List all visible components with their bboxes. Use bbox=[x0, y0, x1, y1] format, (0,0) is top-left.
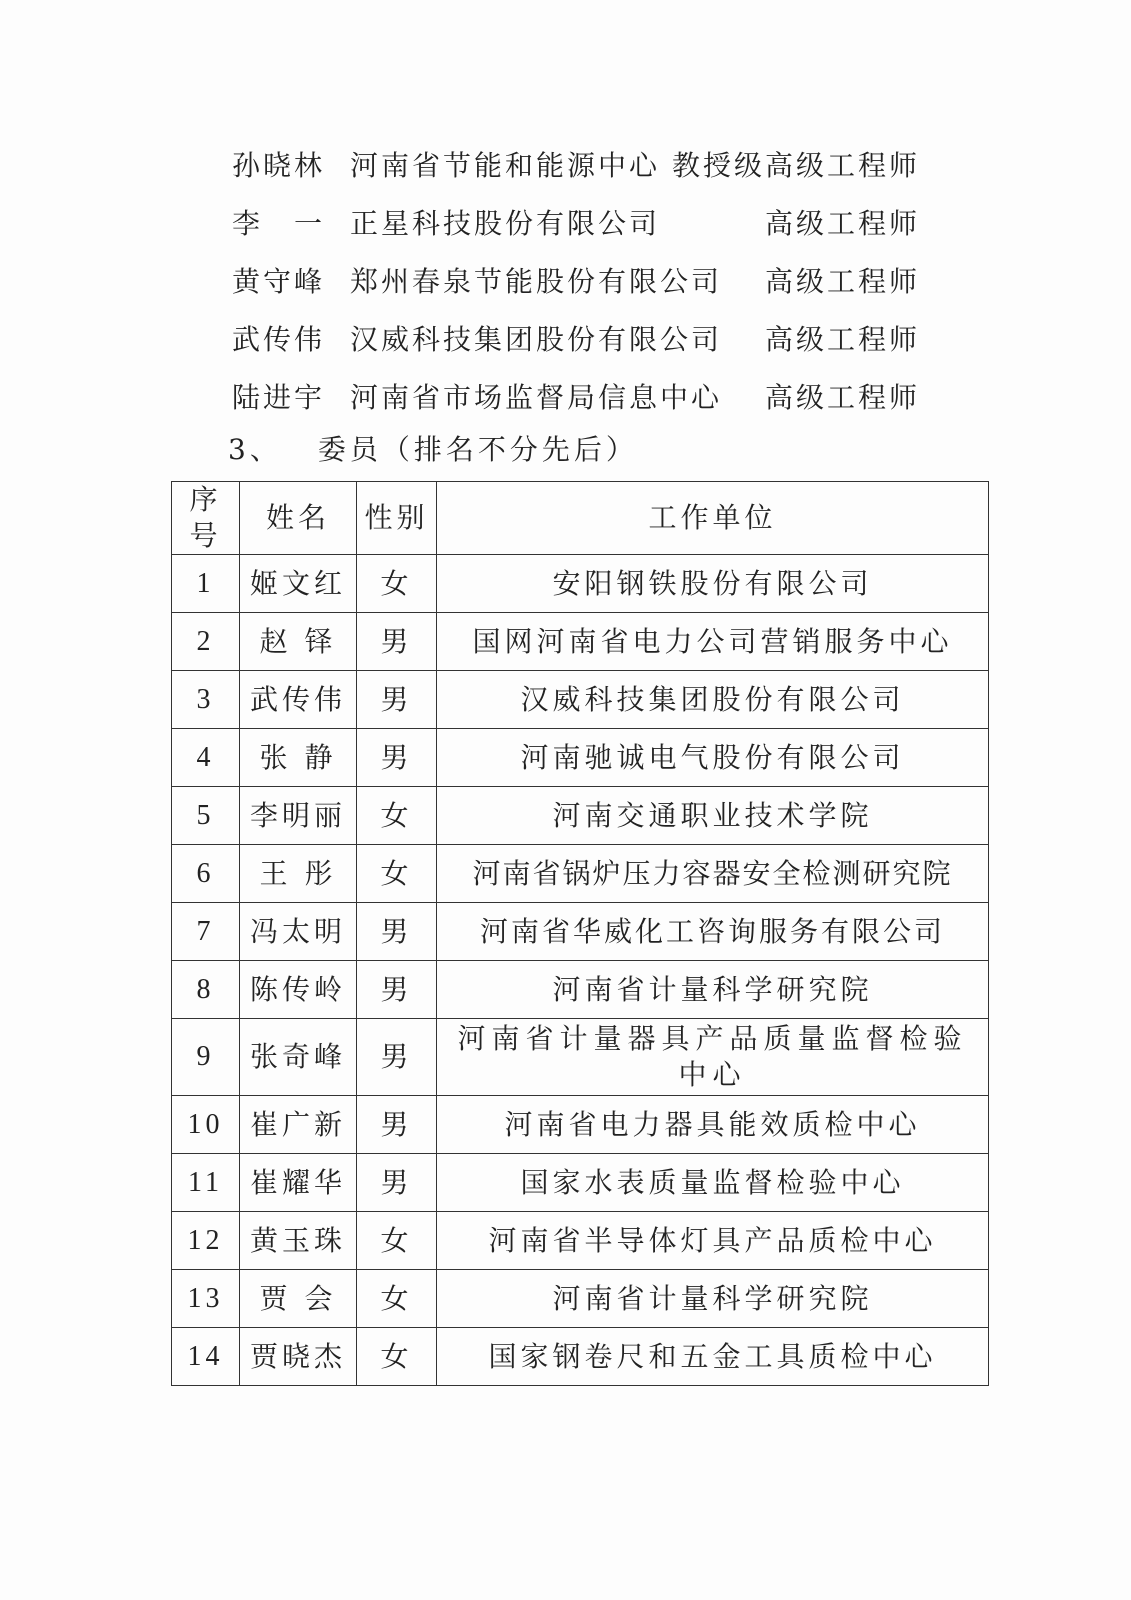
cell-gender: 女 bbox=[357, 845, 437, 903]
cell-name: 赵 铎 bbox=[240, 613, 357, 671]
cell-no: 7 bbox=[172, 903, 240, 961]
cell-gender: 女 bbox=[357, 555, 437, 613]
cell-gender: 男 bbox=[357, 1019, 437, 1096]
vice-director-row bbox=[232, 252, 932, 310]
cell-gender: 女 bbox=[357, 1212, 437, 1270]
person-organization: 郑州春泉节能股份有限公司 bbox=[350, 265, 723, 298]
person-name: 李 一 bbox=[232, 207, 326, 240]
cell-name: 陈传岭 bbox=[240, 961, 357, 1019]
cell-no: 9 bbox=[172, 1019, 240, 1096]
cell-org: 河南省电力器具能效质检中心 bbox=[437, 1096, 989, 1154]
cell-no: 1 bbox=[172, 555, 240, 613]
person-title: 高级工程师 bbox=[764, 265, 920, 298]
table-row bbox=[172, 1154, 989, 1212]
table-row bbox=[172, 1212, 989, 1270]
cell-org: 河南省计量科学研究院 bbox=[437, 1270, 989, 1328]
table-row bbox=[172, 613, 989, 671]
cell-name: 冯太明 bbox=[240, 903, 357, 961]
section-number: 3、 bbox=[228, 433, 282, 466]
cell-org: 河南驰诚电气股份有限公司 bbox=[437, 729, 989, 787]
cell-org: 河南省锅炉压力容器安全检测研究院 bbox=[437, 845, 989, 903]
person-title: 高级工程师 bbox=[764, 207, 920, 240]
cell-org: 河南省半导体灯具产品质检中心 bbox=[437, 1212, 989, 1270]
cell-no: 14 bbox=[172, 1328, 240, 1386]
cell-name: 王 彤 bbox=[240, 845, 357, 903]
cell-name: 崔广新 bbox=[240, 1096, 357, 1154]
cell-org: 河南省计量科学研究院 bbox=[437, 961, 989, 1019]
cell-org: 国家钢卷尺和五金工具质检中心 bbox=[437, 1328, 989, 1386]
cell-name: 张 静 bbox=[240, 729, 357, 787]
person-title: 教授级高级工程师 bbox=[671, 149, 920, 182]
cell-org: 汉威科技集团股份有限公司 bbox=[437, 671, 989, 729]
table-row bbox=[172, 729, 989, 787]
cell-gender: 男 bbox=[357, 961, 437, 1019]
vice-director-row bbox=[232, 368, 932, 426]
vice-director-row bbox=[232, 310, 932, 368]
section-title: 委员（排名不分先后） bbox=[317, 433, 638, 466]
cell-no: 11 bbox=[172, 1154, 240, 1212]
person-name: 陆进宇 bbox=[232, 381, 326, 414]
table-row bbox=[172, 555, 989, 613]
person-organization: 河南省节能和能源中心 bbox=[350, 149, 661, 182]
cell-name: 张奇峰 bbox=[240, 1019, 357, 1096]
person-organization: 正星科技股份有限公司 bbox=[350, 207, 661, 240]
section-heading bbox=[228, 428, 638, 468]
cell-org: 河南省计量器具产品质量监督检验中心 bbox=[437, 1019, 989, 1096]
person-name: 黄守峰 bbox=[232, 265, 326, 298]
cell-no: 2 bbox=[172, 613, 240, 671]
table-row bbox=[172, 1096, 989, 1154]
cell-gender: 男 bbox=[357, 613, 437, 671]
cell-gender: 男 bbox=[357, 729, 437, 787]
cell-name: 姬文红 bbox=[240, 555, 357, 613]
header-gender: 性别 bbox=[357, 482, 437, 555]
cell-no: 13 bbox=[172, 1270, 240, 1328]
table-row bbox=[172, 845, 989, 903]
cell-name: 武传伟 bbox=[240, 671, 357, 729]
table-row bbox=[172, 671, 989, 729]
cell-gender: 男 bbox=[357, 671, 437, 729]
cell-no: 5 bbox=[172, 787, 240, 845]
person-name: 武传伟 bbox=[232, 323, 326, 356]
cell-org: 国网河南省电力公司营销服务中心 bbox=[437, 613, 989, 671]
cell-org: 国家水表质量监督检验中心 bbox=[437, 1154, 989, 1212]
cell-org: 河南交通职业技术学院 bbox=[437, 787, 989, 845]
table-row bbox=[172, 787, 989, 845]
cell-org: 河南省华威化工咨询服务有限公司 bbox=[437, 903, 989, 961]
cell-no: 6 bbox=[172, 845, 240, 903]
cell-no: 4 bbox=[172, 729, 240, 787]
cell-name: 李明丽 bbox=[240, 787, 357, 845]
person-name: 孙晓林 bbox=[232, 149, 326, 182]
cell-no: 10 bbox=[172, 1096, 240, 1154]
cell-gender: 女 bbox=[357, 1270, 437, 1328]
cell-name: 贾晓杰 bbox=[240, 1328, 357, 1386]
cell-org: 安阳钢铁股份有限公司 bbox=[437, 555, 989, 613]
cell-gender: 女 bbox=[357, 787, 437, 845]
cell-no: 12 bbox=[172, 1212, 240, 1270]
header-org: 工作单位 bbox=[437, 482, 989, 555]
person-organization: 河南省市场监督局信息中心 bbox=[350, 381, 723, 414]
cell-gender: 男 bbox=[357, 1154, 437, 1212]
person-organization: 汉威科技集团股份有限公司 bbox=[350, 323, 723, 356]
table-row bbox=[172, 1328, 989, 1386]
cell-name: 黄玉珠 bbox=[240, 1212, 357, 1270]
table-row bbox=[172, 903, 989, 961]
table-header-row bbox=[172, 482, 989, 555]
table-row bbox=[172, 961, 989, 1019]
vice-director-row bbox=[232, 194, 932, 252]
table-row bbox=[172, 1019, 989, 1096]
cell-no: 8 bbox=[172, 961, 240, 1019]
table-row bbox=[172, 1270, 989, 1328]
header-name: 姓名 bbox=[240, 482, 357, 555]
cell-no: 3 bbox=[172, 671, 240, 729]
members-table bbox=[171, 481, 989, 1386]
header-no: 序号 bbox=[172, 482, 240, 555]
vice-director-list bbox=[232, 136, 932, 426]
cell-name: 贾 会 bbox=[240, 1270, 357, 1328]
vice-director-row bbox=[232, 136, 932, 194]
cell-gender: 女 bbox=[357, 1328, 437, 1386]
cell-gender: 男 bbox=[357, 903, 437, 961]
cell-gender: 男 bbox=[357, 1096, 437, 1154]
person-title: 高级工程师 bbox=[764, 323, 920, 356]
person-title: 高级工程师 bbox=[764, 381, 920, 414]
cell-name: 崔耀华 bbox=[240, 1154, 357, 1212]
